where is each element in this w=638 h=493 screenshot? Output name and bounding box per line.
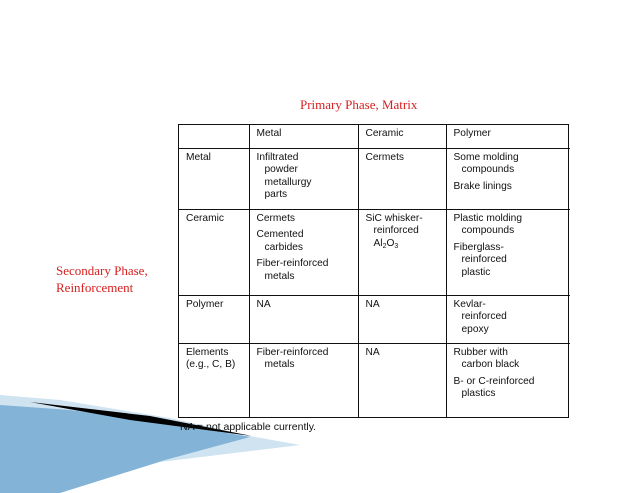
- entry-line: B- or C-reinforced: [453, 375, 535, 387]
- cell-entry: [454, 376, 571, 401]
- cell-entry: [454, 213, 571, 238]
- cell-entry: [257, 213, 358, 226]
- entry-line: Infiltrated: [256, 151, 299, 163]
- entry-line: metals: [264, 359, 295, 370]
- cell-ceramic-polymer: [446, 209, 570, 295]
- matrix-table: [179, 125, 570, 417]
- entry-line: reinforced: [373, 225, 419, 236]
- cell-entry: [454, 299, 571, 337]
- row-label-elements: [179, 343, 249, 417]
- cell-polymer-ceramic: NA: [358, 295, 446, 343]
- cell-entry: [366, 152, 446, 165]
- cell-entry: [257, 258, 358, 283]
- entry-line: Cemented: [256, 229, 304, 240]
- cell-ceramic-ceramic: [358, 209, 446, 295]
- cell-elements-ceramic: NA: [358, 343, 446, 417]
- cell-metal-ceramic: [358, 148, 446, 209]
- formula-subscript: 3: [394, 242, 399, 250]
- cell-entry: [257, 347, 358, 372]
- header-metal: Metal: [249, 125, 358, 148]
- secondary-label-line1: Secondary Phase,: [56, 263, 148, 278]
- row-label-polymer: Polymer: [179, 295, 249, 343]
- secondary-label-line2: Reinforcement: [56, 280, 134, 295]
- cell-entry: [257, 152, 358, 202]
- entry-line: Cermets: [365, 151, 404, 163]
- header-row: [179, 125, 570, 148]
- cell-entry: [454, 242, 571, 280]
- entry-line: Kevlar-: [453, 298, 486, 310]
- table-row: [179, 148, 570, 209]
- cell-metal-polymer: [446, 148, 570, 209]
- cell-elements-polymer: [446, 343, 570, 417]
- formula-element: Al: [373, 237, 383, 249]
- cell-entry: [454, 181, 571, 194]
- cell-metal-metal: [249, 148, 358, 209]
- entry-line: Some molding: [453, 151, 519, 163]
- alumina-formula: [366, 238, 446, 254]
- cell-entry: [366, 213, 446, 254]
- entry-line: Brake linings: [453, 180, 512, 192]
- entry-line: Elements: [186, 346, 229, 358]
- formula-element: O: [386, 237, 395, 249]
- cell-entry: [257, 229, 358, 254]
- entry-line: epoxy: [461, 323, 489, 335]
- entry-line: reinforced: [461, 311, 507, 322]
- entry-line: powder: [264, 164, 298, 175]
- entry-line: metals: [264, 270, 295, 282]
- entry-line: Rubber with: [453, 346, 508, 358]
- entry-line: plastic: [461, 266, 491, 278]
- secondary-phase-label: [56, 262, 148, 296]
- entry-line: reinforced: [461, 254, 507, 265]
- entry-line: SiC whisker-: [365, 212, 423, 224]
- row-label-metal: Metal: [179, 148, 249, 209]
- cell-polymer-polymer: [446, 295, 570, 343]
- composite-matrix-table: [178, 124, 569, 418]
- header-ceramic: Ceramic: [358, 125, 446, 148]
- entry-line: Plastic molding: [453, 212, 523, 224]
- header-polymer: Polymer: [446, 125, 570, 148]
- footnote: NA = not applicable currently.: [180, 421, 317, 433]
- entry-line: compounds: [461, 164, 515, 175]
- cell-entry: [454, 152, 571, 177]
- table-row: [179, 295, 570, 343]
- entry-line: plastics: [461, 388, 496, 399]
- table-row: [179, 209, 570, 295]
- entry-line: carbides: [264, 241, 304, 253]
- entry-line: Fiberglass-: [453, 241, 504, 253]
- table-row: [179, 343, 570, 417]
- entry-line: Cermets: [256, 212, 295, 224]
- cell-elements-metal: [249, 343, 358, 417]
- primary-phase-label: Primary Phase, Matrix: [300, 97, 418, 112]
- entry-line: (e.g., C, B): [186, 359, 236, 370]
- cell-entry: [454, 347, 571, 372]
- cell-ceramic-metal: [249, 209, 358, 295]
- header-corner: [179, 125, 249, 148]
- entry-line: metallurgy: [264, 176, 312, 188]
- entry-line: compounds: [461, 225, 515, 236]
- entry-line: parts: [264, 189, 288, 200]
- entry-line: Fiber-reinforced: [256, 346, 329, 358]
- entry-line: carbon black: [461, 359, 520, 370]
- formula-subscript: 2: [382, 242, 387, 250]
- cell-polymer-metal: NA: [249, 295, 358, 343]
- entry-line: Fiber-reinforced: [256, 258, 329, 269]
- row-label-ceramic: Ceramic: [179, 209, 249, 295]
